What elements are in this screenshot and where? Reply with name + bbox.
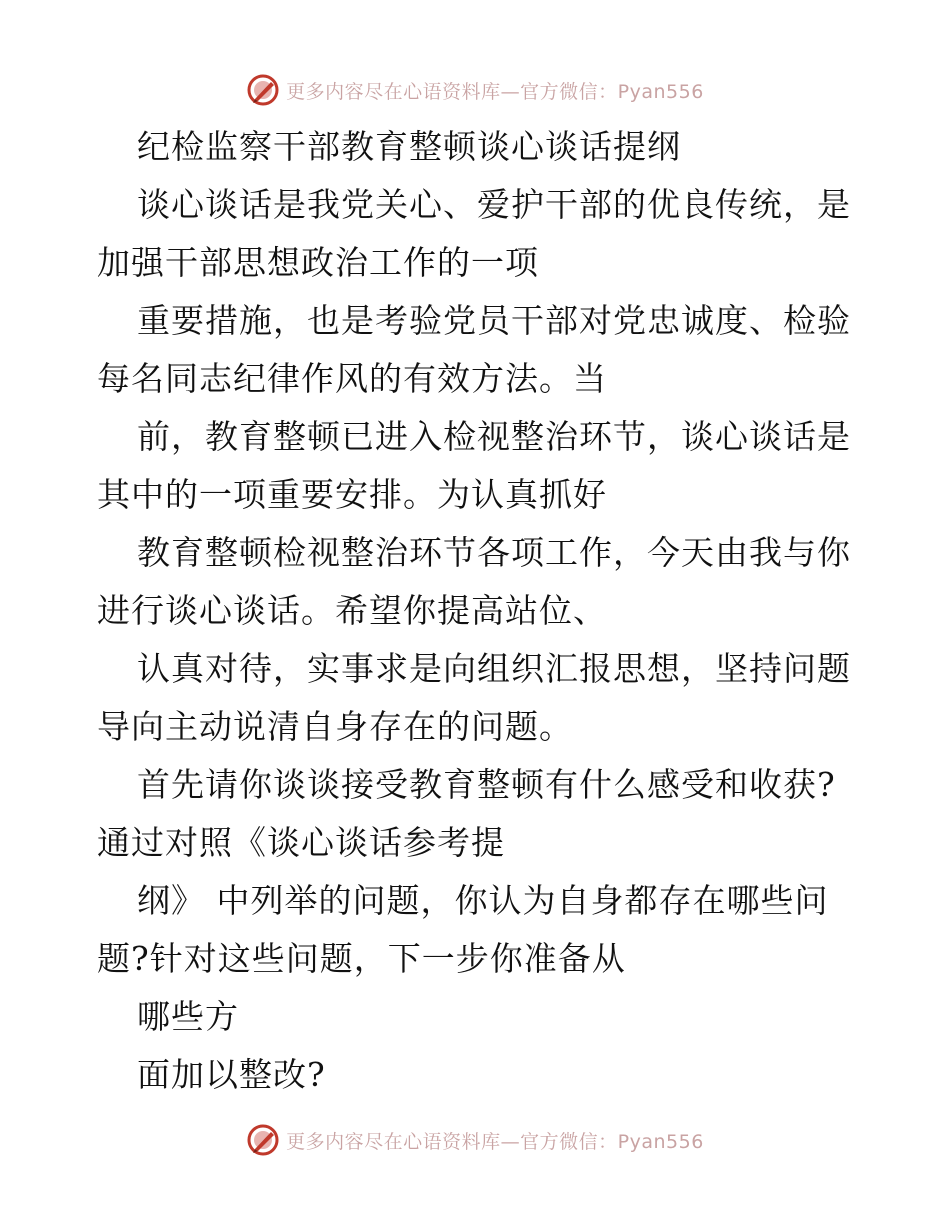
paragraph-line: 其中的一项重要安排。为认真抓好: [97, 475, 607, 514]
paragraph-line: 重要措施，也是考验党员干部对党忠诚度、检验: [137, 301, 851, 340]
document-title: 纪检监察干部教育整顿谈心谈话提纲: [137, 127, 681, 166]
banner-handle: Pyan556: [617, 80, 704, 103]
paragraph-line: 认真对待，实事求是向组织汇报思想，坚持问题: [137, 649, 851, 688]
banner-text: [286, 1127, 704, 1154]
document-body: [97, 118, 857, 1104]
paragraph-line: 哪些方: [137, 997, 239, 1036]
paragraph-line: 题?针对这些问题，下一步你准备从: [97, 939, 626, 978]
paragraph-line: 进行谈心谈话。希望你提高站位、: [97, 591, 607, 630]
header-banner: [0, 70, 950, 110]
paragraph-line: 通过对照《谈心谈话参考提: [97, 823, 505, 862]
banner-text: [286, 77, 704, 104]
pen-logo-icon: [246, 73, 280, 107]
paragraph-line: 纲》 中列举的问题，你认为自身都存在哪些问: [137, 881, 829, 920]
banner-handle: Pyan556: [617, 1130, 704, 1153]
paragraph-line: 前，教育整顿已进入检视整治环节，谈心谈话是: [137, 417, 851, 456]
paragraph-line: 教育整顿检视整治环节各项工作，今天由我与你: [137, 533, 851, 572]
pen-logo-icon: [246, 1123, 280, 1157]
paragraph-line: 每名同志纪律作风的有效方法。当: [97, 359, 607, 398]
paragraph-line: 导向主动说清自身存在的问题。: [97, 707, 573, 746]
paragraph-line: 首先请你谈谈接受教育整顿有什么感受和收获?: [137, 765, 836, 804]
footer-banner: [0, 1120, 950, 1160]
paragraph-line: 加强干部思想政治工作的一项: [97, 243, 539, 282]
banner-slogan: 更多内容尽在心语资料库—官方微信：: [286, 1130, 618, 1153]
paragraph-line: 面加以整改?: [137, 1055, 326, 1094]
paragraph-line: 谈心谈话是我党关心、爱护干部的优良传统，是: [137, 185, 851, 224]
banner-slogan: 更多内容尽在心语资料库—官方微信：: [286, 80, 618, 103]
